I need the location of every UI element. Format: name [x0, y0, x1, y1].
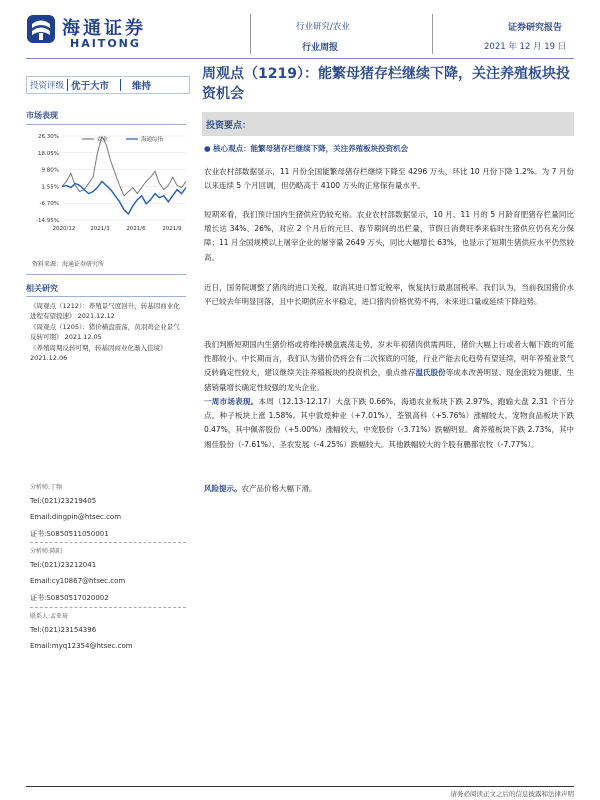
- source-rule: [26, 274, 186, 275]
- investment-rating: [26, 76, 190, 94]
- outlook-text-end: 等成本改善明显、现金流较为健康、生猪销量增长确定性较强的龙头企业。: [204, 368, 575, 392]
- core-view: [204, 143, 408, 154]
- contact-email[interactable]: Email:myq12354@htsec.com: [30, 642, 133, 650]
- rating-status: 维持: [132, 81, 152, 92]
- related-item[interactable]: [30, 322, 186, 342]
- contact-tel: Tel:(021)23154396: [30, 626, 97, 634]
- related-heading: 相关研究: [26, 284, 58, 293]
- related-item[interactable]: [30, 301, 186, 321]
- x-tick-label: 2021/9: [162, 226, 182, 232]
- y-tick-label: 9.80%: [41, 167, 59, 174]
- legend-label: 海通综指: [141, 137, 164, 143]
- related-item-date: 2021.12.12: [77, 312, 115, 320]
- rating-label: 投资评级: [30, 81, 65, 91]
- header-divider: [432, 14, 433, 54]
- company-logo: [26, 10, 186, 54]
- core-view-text: 核心观点：能繁母猪存栏继续下降，关注养殖板块投资机会: [213, 144, 409, 153]
- analyst-divider: [30, 607, 186, 608]
- header-rule: [26, 58, 574, 59]
- header-divider: [250, 14, 251, 54]
- report-label: 证券研究报告: [508, 23, 563, 33]
- y-tick-label: -6.70%: [39, 201, 59, 208]
- market-heading: 市场表现: [26, 111, 58, 120]
- contact-role: 联系人:孟亚琦: [30, 613, 69, 620]
- footer-rule: [26, 786, 574, 787]
- highlight-stock: 温氏股份: [415, 368, 446, 378]
- logo-english-name: HAITONG: [70, 37, 141, 50]
- analyst-cert: 证书:S0850511050001: [30, 530, 109, 538]
- paragraph-inventory: 农业农村部数据显示，11 月份全国能繁母猪存栏继续下降至 4296 万头，环比 10 月份下降 1.2%。为 7 月份以来连续 5 个月回调，但仍略高于 4100 万头的正常保有量水平。: [204, 167, 574, 191]
- key-points-bar: [202, 112, 574, 136]
- analyst-tel: Tel:(021)23219405: [30, 497, 97, 505]
- y-tick-label: -14.95%: [36, 218, 59, 224]
- analyst-email[interactable]: Email:cy10867@htsec.com: [30, 577, 126, 585]
- market-rule: [26, 124, 186, 125]
- y-tick-label: 18.05%: [38, 150, 59, 157]
- related-item-text: 《养殖周期反转可期，转基因商业化渐入佳境》: [30, 344, 167, 352]
- risk-label: 风险提示。: [204, 484, 242, 493]
- footer-disclaimer: 请务必阅读正文之后的信息披露和法律声明: [450, 790, 574, 798]
- legend-label: 农业: [97, 137, 109, 143]
- weekly-market-text: 本周（12.13-12.17）大盘下跌 0.66%，海通农业板块下跌 2.97%，跑输大盘 2.31 个百分点，种子板块上涨 1.58%。其中敦煌种业（+7.01%）、荃银高科（+5.76%）涨幅较大。宠物食品板块下跌 0.47%，其中佩蒂股份（+5.00%）涨幅较大，中宠股份（-3.71%）跌幅明显。禽养殖板块下跌 2.73%，其中湘佳股份（-7.61%）、圣农发展（-4.25%）跌幅较大。其他跌幅较大的个股有鹏都农牧（-7.77%）。: [204, 397, 574, 449]
- paragraph-short-term: 短期来看，我们预计国内生猪供应仍较充裕。农业农村部数据显示，10 月、11 月的 5 月龄育肥猪存栏量同比增长达 34%、26%，对应 2 个月后的元旦、春节期间的出栏量，节假日消费旺季来临时生猪供应仍有充分保障；11 月全国规模以上屠宰企业的屠宰量 2649 万头，同比大幅增长 63%，也显示了短期生猪供应水平仍然较高。: [204, 210, 574, 262]
- analyst-email[interactable]: Email:dingpin@htsec.com: [30, 513, 122, 521]
- market-performance-chart: [26, 130, 190, 234]
- report-date: 2021 年 12 月 19 日: [484, 42, 567, 52]
- related-item-date: 2021.12.06: [30, 354, 68, 362]
- report-title: 周观点（1219）：能繁母猪存栏继续下降，关注养殖板块投资机会: [202, 66, 570, 102]
- paragraph-outlook: [204, 338, 574, 395]
- analyst-tel: Tel:(021)23212041: [30, 561, 97, 569]
- haitong-logo-icon: [26, 14, 56, 44]
- x-tick-label: 2021/3: [90, 226, 110, 232]
- y-tick-label: 1.55%: [41, 184, 59, 191]
- chart-source: 资料来源：海通证券研究所: [32, 261, 105, 268]
- rating-value: 优于大市: [71, 81, 110, 92]
- analyst-role: 分析师:陈阳: [30, 548, 63, 555]
- report-type: 行业周报: [302, 43, 339, 53]
- risk-text: 农产品价格大幅下滑。: [241, 484, 317, 493]
- y-tick-label: 26.30%: [38, 134, 59, 140]
- outlook-text: 我们判断短期国内生猪价格或将维持横盘震荡走势，岁末年初猪肉供需两旺，猪价大幅上行或者大幅下跌的可能性都较小。中长期而言，我们认为猪价仍将会有二次探底的可能，行业产能去化趋势有望延续，明年养殖业景气反转确定性较大，建议继续关注养殖板块的投资机会，重点推荐: [204, 340, 574, 378]
- paragraph-weekly-market: [204, 395, 574, 452]
- analyst-divider: [30, 542, 186, 543]
- analyst-role: 分析师:丁频: [30, 484, 63, 491]
- x-tick-label: 2020/12: [52, 226, 76, 232]
- report-category: 行业研究/农业: [296, 22, 350, 32]
- paragraph-risk: [204, 482, 574, 496]
- bullet-icon: ●: [204, 144, 214, 153]
- x-tick-label: 2021/6: [126, 226, 146, 232]
- paragraph-tariff: 近日，国务院调整了猪肉的进口关税，取消其进口暂定税率，恢复执行最惠国税率。我们认为，当前我国猪价水平已较去年明显回落，且中长期供应水平稳定，进口猪肉价格优势不再，未来进口量或延续下降趋势。: [204, 283, 574, 307]
- analyst-cert: 证书:S0850517020002: [30, 594, 109, 602]
- related-rule: [26, 296, 186, 297]
- key-points-heading: 投资要点：: [206, 121, 252, 131]
- related-item-text: 《周观点（1205）：猪价横盘震荡，黄羽鸡企业景气反转可期》: [30, 323, 180, 341]
- rating-divider: [120, 79, 121, 91]
- related-item-date: 2021.12.05: [64, 333, 102, 341]
- related-item-text: 《周观点（1212）：养殖景气度回升，转基因商业化进程有望提速》: [30, 302, 180, 320]
- logo-chinese-name: 海通证券: [62, 18, 146, 39]
- related-item[interactable]: [30, 343, 186, 363]
- weekly-market-label: 一周市场表现。: [204, 397, 259, 406]
